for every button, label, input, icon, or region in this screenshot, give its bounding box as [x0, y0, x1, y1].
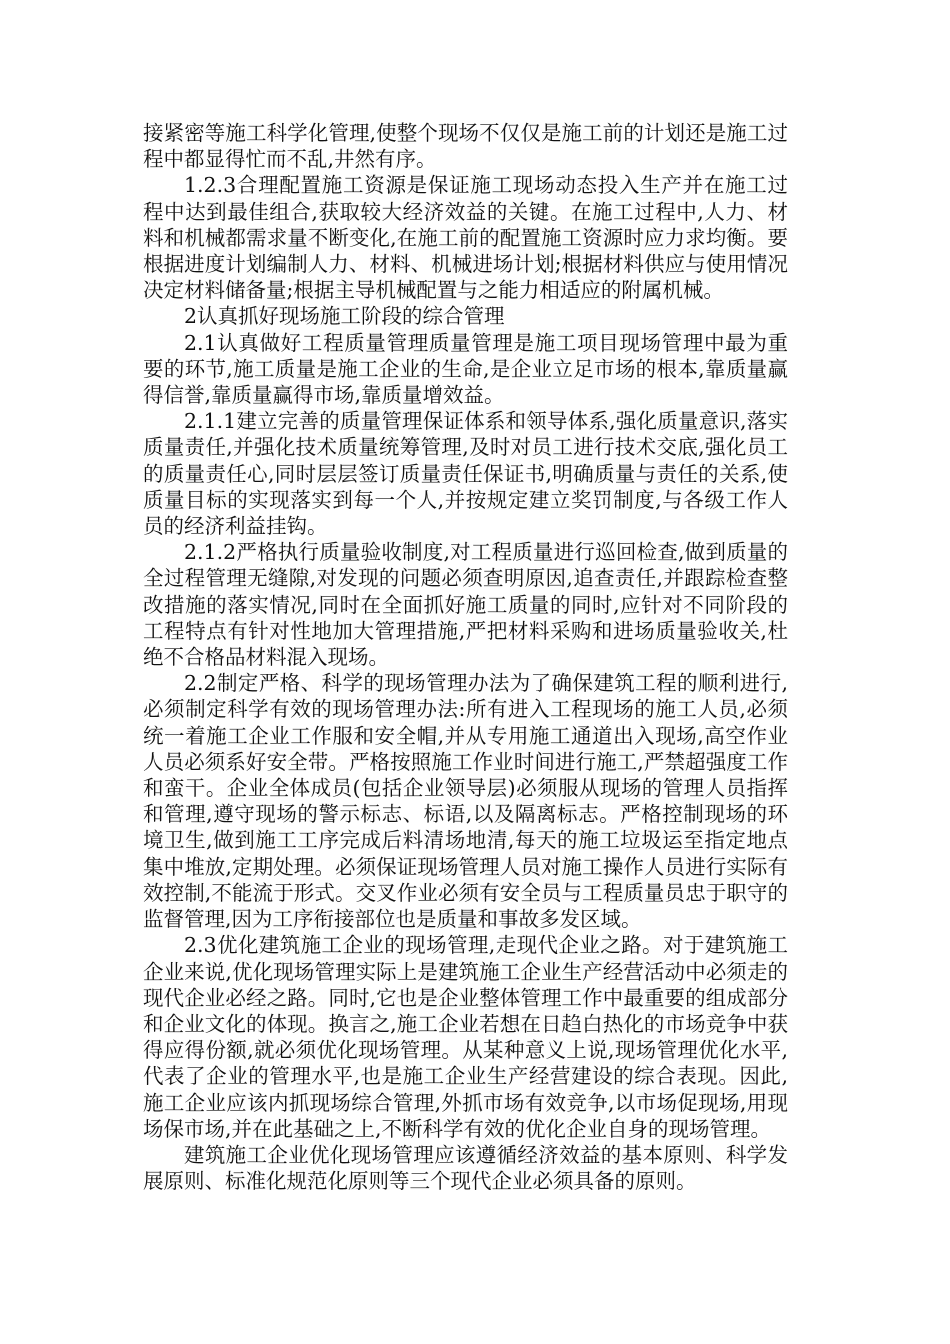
paragraph-2-1-2: 2.1.2严格执行质量验收制度,对工程质量进行巡回检查,做到质量的全过程管理无缝隙,对发现的问题必须查明原因,追查责任,并跟踪检查整改措施的落实情况,同时在全面抓好施工质量的同时,应针对不同阶段的工程特点有针对性地加大管理措施,严把材料采购和进场质量验收关,杜绝不合格品材料混入现场。	[143, 540, 788, 670]
paragraph-principles: 建筑施工企业优化现场管理应该遵循经济效益的基本原则、科学发展原则、标准化规范化原则等三个现代企业必须具备的原则。	[143, 1142, 788, 1194]
document-body	[143, 120, 788, 1194]
paragraph-2-2: 2.2制定严格、科学的现场管理办法为了确保建筑工程的顺利进行,必须制定科学有效的现场管理办法:所有进入工程现场的施工人员,必须统一着施工企业工作服和安全帽,并从专用施工通道出入现场,高空作业人员必须系好安全带。严格按照施工作业时间进行施工,严禁超强度工作和蛮干。企业全体成员(包括企业领导层)必须服从现场的管理人员指挥和管理,遵守现场的警示标志、标语,以及隔离标志。严格控制现场的环境卫生,做到施工工序完成后料清场地清,每天的施工垃圾运至指定地点集中堆放,定期处理。必须保证现场管理人员对施工操作人员进行实际有效控制,不能流于形式。交叉作业必须有安全员与工程质量员忠于职守的监督管理,因为工序衔接部位也是质量和事故多发区域。	[143, 671, 788, 932]
paragraph-2-1-1: 2.1.1建立完善的质量管理保证体系和领导体系,强化质量意识,落实质量责任,并强化技术质量统筹管理,及时对员工进行技术交底,强化员工的质量责任心,同时层层签订质量责任保证书,明确质量与责任的关系,使质量目标的实现落实到每一个人,并按规定建立奖罚制度,与各级工作人员的经济利益挂钩。	[143, 409, 788, 539]
paragraph-2-3: 2.3优化建筑施工企业的现场管理,走现代企业之路。对于建筑施工企业来说,优化现场管理实际上是建筑施工企业生产经营活动中必须走的现代企业必经之路。同时,它也是企业整体管理工作中最重要的组成部分和企业文化的体现。换言之,施工企业若想在日趋白热化的市场竞争中获得应得份额,就必须优化现场管理。从某种意义上说,现场管理优化水平,代表了企业的管理水平,也是施工企业生产经营建设的综合表现。因此,施工企业应该内抓现场综合管理,外抓市场有效竞争,以市场促现场,用现场保市场,并在此基础之上,不断科学有效的优化企业自身的现场管理。	[143, 933, 788, 1141]
section-heading-2: 2认真抓好现场施工阶段的综合管理	[184, 304, 505, 329]
paragraph-continuation: 接紧密等施工科学化管理,使整个现场不仅仅是施工前的计划还是施工过程中都显得忙而不乱,井然有序。	[143, 121, 788, 172]
paragraph-2-1: 2.1认真做好工程质量管理质量管理是施工项目现场管理中最为重要的环节,施工质量是施工企业的生命,是企业立足市场的根本,靠质量赢得信誉,靠质量赢得市场,靠质量增效益。	[143, 330, 788, 408]
paragraph-1-2-3: 1.2.3合理配置施工资源是保证施工现场动态投入生产并在施工过程中达到最佳组合,获取较大经济效益的关键。在施工过程中,人力、材料和机械都需求量不断变化,在施工前的配置施工资源时应力求均衡。要根据进度计划编制人力、材料、机械进场计划;根据材料供应与使用情况决定材料储备量;根据主导机械配置与之能力相适应的附属机械。	[143, 173, 788, 303]
